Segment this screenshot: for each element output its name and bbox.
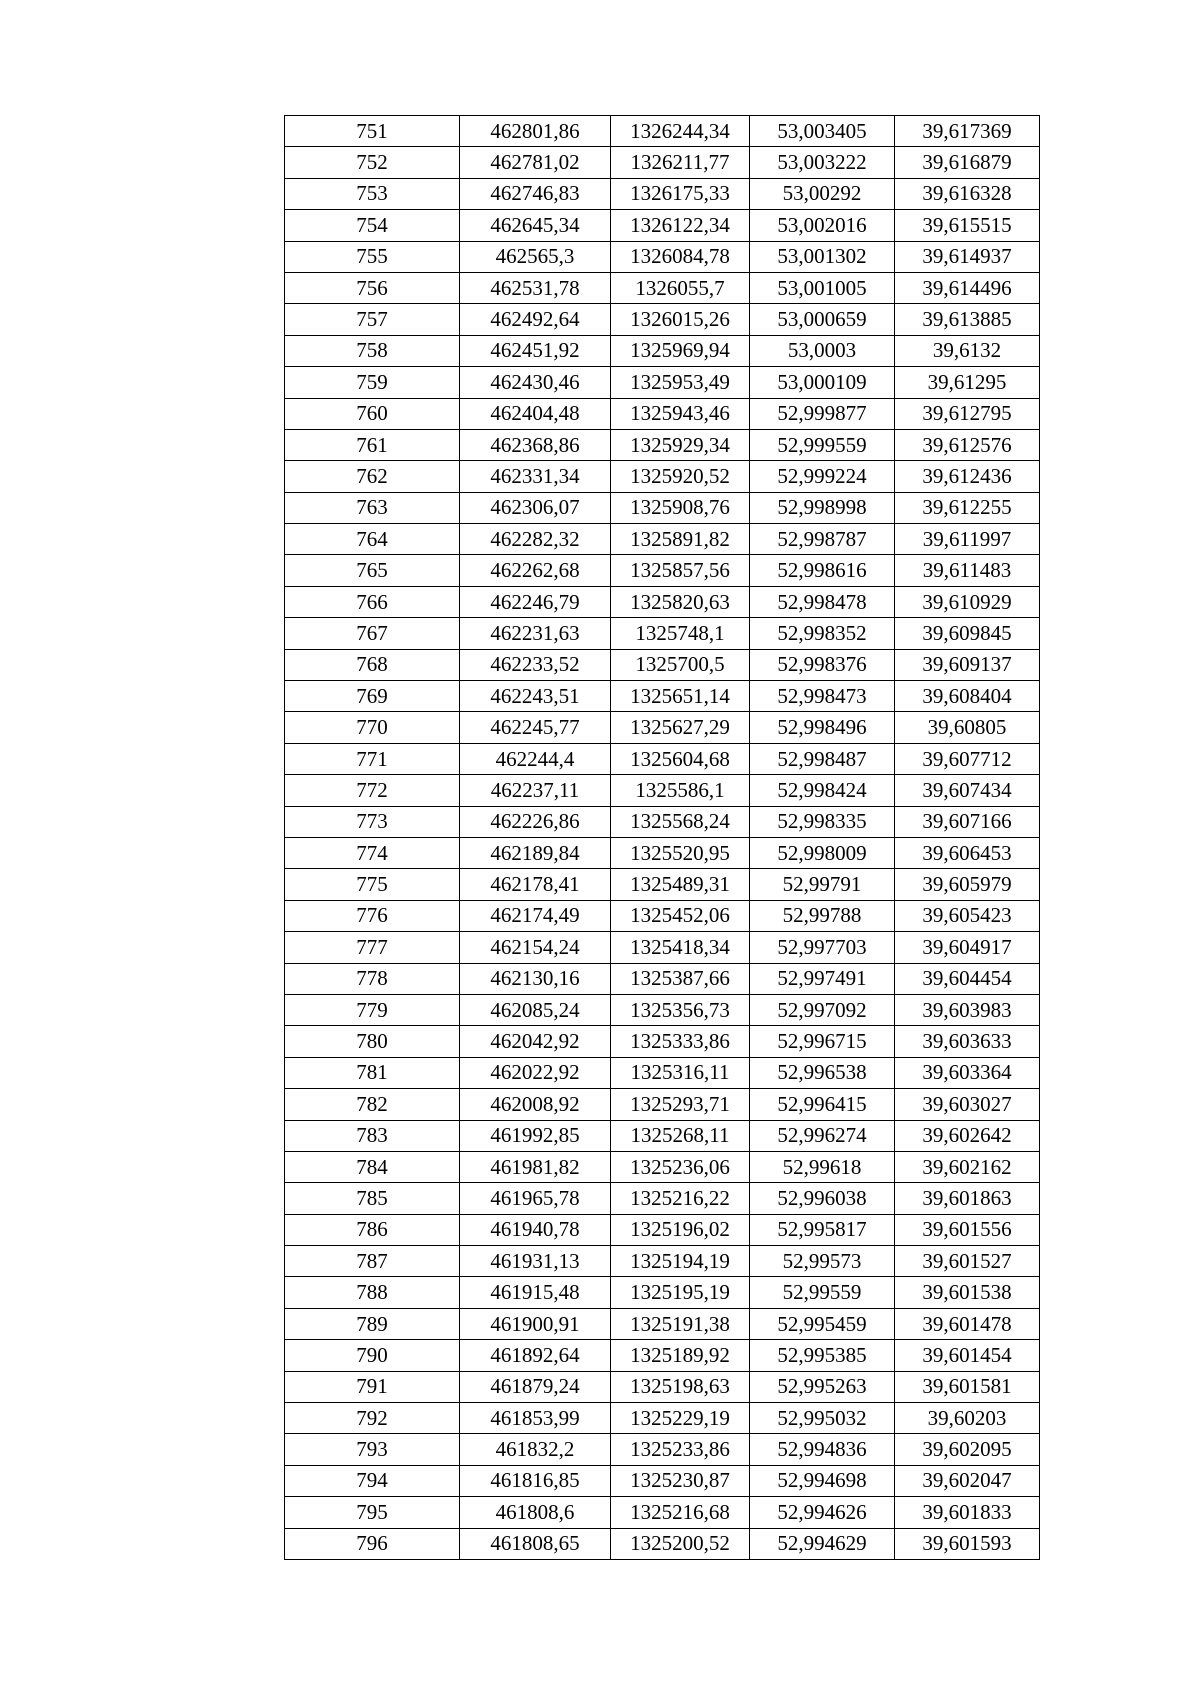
longitude-cell: 39,601581 [895, 1371, 1040, 1402]
table-row [285, 178, 1040, 209]
x-coordinate-cell: 462781,02 [460, 147, 611, 178]
latitude-cell: 53,002016 [750, 210, 895, 241]
table-row [285, 806, 1040, 837]
longitude-cell: 39,601454 [895, 1340, 1040, 1371]
table-row [285, 1057, 1040, 1088]
latitude-cell: 52,998478 [750, 586, 895, 617]
table-row [285, 492, 1040, 523]
table-row [285, 1371, 1040, 1402]
longitude-cell: 39,615515 [895, 210, 1040, 241]
y-coordinate-cell: 1325489,31 [611, 869, 750, 900]
y-coordinate-cell: 1325452,06 [611, 900, 750, 931]
table-row [285, 900, 1040, 931]
latitude-cell: 53,0003 [750, 335, 895, 366]
x-coordinate-cell: 462451,92 [460, 335, 611, 366]
longitude-cell: 39,611483 [895, 555, 1040, 586]
table-row [285, 1465, 1040, 1496]
table-row [285, 1277, 1040, 1308]
longitude-cell: 39,605979 [895, 869, 1040, 900]
y-coordinate-cell: 1325230,87 [611, 1465, 750, 1496]
latitude-cell: 52,998424 [750, 775, 895, 806]
y-coordinate-cell: 1325200,52 [611, 1528, 750, 1559]
y-coordinate-cell: 1325198,63 [611, 1371, 750, 1402]
point-number-cell: 792 [285, 1403, 460, 1434]
latitude-cell: 52,998473 [750, 681, 895, 712]
longitude-cell: 39,602095 [895, 1434, 1040, 1465]
y-coordinate-cell: 1325216,22 [611, 1183, 750, 1214]
latitude-cell: 52,999224 [750, 461, 895, 492]
point-number-cell: 793 [285, 1434, 460, 1465]
table-row [285, 1246, 1040, 1277]
longitude-cell: 39,601833 [895, 1497, 1040, 1528]
longitude-cell: 39,608404 [895, 681, 1040, 712]
longitude-cell: 39,613885 [895, 304, 1040, 335]
y-coordinate-cell: 1326211,77 [611, 147, 750, 178]
table-row [285, 367, 1040, 398]
y-coordinate-cell: 1325418,34 [611, 932, 750, 963]
y-coordinate-cell: 1325953,49 [611, 367, 750, 398]
table-row [285, 586, 1040, 617]
latitude-cell: 52,995385 [750, 1340, 895, 1371]
y-coordinate-cell: 1325857,56 [611, 555, 750, 586]
table-row [285, 681, 1040, 712]
table-row [285, 1089, 1040, 1120]
point-number-cell: 787 [285, 1246, 460, 1277]
x-coordinate-cell: 461940,78 [460, 1214, 611, 1245]
point-number-cell: 751 [285, 116, 460, 147]
coordinates-table-body [285, 116, 1040, 1560]
x-coordinate-cell: 462226,86 [460, 806, 611, 837]
longitude-cell: 39,605423 [895, 900, 1040, 931]
table-row [285, 649, 1040, 680]
x-coordinate-cell: 462282,32 [460, 524, 611, 555]
x-coordinate-cell: 462565,3 [460, 241, 611, 272]
point-number-cell: 768 [285, 649, 460, 680]
y-coordinate-cell: 1325189,92 [611, 1340, 750, 1371]
table-row [285, 524, 1040, 555]
longitude-cell: 39,612576 [895, 429, 1040, 460]
table-row [285, 241, 1040, 272]
longitude-cell: 39,616879 [895, 147, 1040, 178]
table-row [285, 712, 1040, 743]
y-coordinate-cell: 1325627,29 [611, 712, 750, 743]
longitude-cell: 39,610929 [895, 586, 1040, 617]
latitude-cell: 52,996038 [750, 1183, 895, 1214]
x-coordinate-cell: 462085,24 [460, 994, 611, 1025]
latitude-cell: 52,996274 [750, 1120, 895, 1151]
point-number-cell: 791 [285, 1371, 460, 1402]
point-number-cell: 767 [285, 618, 460, 649]
longitude-cell: 39,616328 [895, 178, 1040, 209]
table-row [285, 1403, 1040, 1434]
point-number-cell: 756 [285, 272, 460, 303]
point-number-cell: 780 [285, 1026, 460, 1057]
latitude-cell: 53,000109 [750, 367, 895, 398]
point-number-cell: 757 [285, 304, 460, 335]
table-row [285, 555, 1040, 586]
x-coordinate-cell: 461808,65 [460, 1528, 611, 1559]
y-coordinate-cell: 1325387,66 [611, 963, 750, 994]
longitude-cell: 39,602642 [895, 1120, 1040, 1151]
y-coordinate-cell: 1325194,19 [611, 1246, 750, 1277]
table-row [285, 1151, 1040, 1182]
latitude-cell: 52,999559 [750, 429, 895, 460]
y-coordinate-cell: 1325356,73 [611, 994, 750, 1025]
x-coordinate-cell: 462174,49 [460, 900, 611, 931]
y-coordinate-cell: 1325233,86 [611, 1434, 750, 1465]
point-number-cell: 771 [285, 743, 460, 774]
table-row [285, 1308, 1040, 1339]
longitude-cell: 39,60805 [895, 712, 1040, 743]
x-coordinate-cell: 461892,64 [460, 1340, 611, 1371]
longitude-cell: 39,603633 [895, 1026, 1040, 1057]
y-coordinate-cell: 1326244,34 [611, 116, 750, 147]
longitude-cell: 39,614496 [895, 272, 1040, 303]
x-coordinate-cell: 461900,91 [460, 1308, 611, 1339]
point-number-cell: 781 [285, 1057, 460, 1088]
point-number-cell: 769 [285, 681, 460, 712]
x-coordinate-cell: 461808,6 [460, 1497, 611, 1528]
longitude-cell: 39,607434 [895, 775, 1040, 806]
point-number-cell: 795 [285, 1497, 460, 1528]
y-coordinate-cell: 1325195,19 [611, 1277, 750, 1308]
latitude-cell: 52,995459 [750, 1308, 895, 1339]
y-coordinate-cell: 1325293,71 [611, 1089, 750, 1120]
latitude-cell: 52,998787 [750, 524, 895, 555]
y-coordinate-cell: 1325748,1 [611, 618, 750, 649]
latitude-cell: 52,99559 [750, 1277, 895, 1308]
longitude-cell: 39,603983 [895, 994, 1040, 1025]
x-coordinate-cell: 462130,16 [460, 963, 611, 994]
point-number-cell: 766 [285, 586, 460, 617]
latitude-cell: 52,999877 [750, 398, 895, 429]
point-number-cell: 773 [285, 806, 460, 837]
point-number-cell: 755 [285, 241, 460, 272]
longitude-cell: 39,603027 [895, 1089, 1040, 1120]
latitude-cell: 52,99788 [750, 900, 895, 931]
coordinates-table [284, 115, 1040, 1560]
latitude-cell: 52,996715 [750, 1026, 895, 1057]
longitude-cell: 39,601556 [895, 1214, 1040, 1245]
point-number-cell: 753 [285, 178, 460, 209]
x-coordinate-cell: 462746,83 [460, 178, 611, 209]
point-number-cell: 758 [285, 335, 460, 366]
x-coordinate-cell: 462243,51 [460, 681, 611, 712]
table-row [285, 994, 1040, 1025]
x-coordinate-cell: 462246,79 [460, 586, 611, 617]
x-coordinate-cell: 462306,07 [460, 492, 611, 523]
longitude-cell: 39,617369 [895, 116, 1040, 147]
x-coordinate-cell: 461879,24 [460, 1371, 611, 1402]
table-row [285, 1026, 1040, 1057]
x-coordinate-cell: 462492,64 [460, 304, 611, 335]
latitude-cell: 52,996415 [750, 1089, 895, 1120]
point-number-cell: 790 [285, 1340, 460, 1371]
point-number-cell: 764 [285, 524, 460, 555]
x-coordinate-cell: 462331,34 [460, 461, 611, 492]
table-row [285, 1183, 1040, 1214]
x-coordinate-cell: 462531,78 [460, 272, 611, 303]
point-number-cell: 779 [285, 994, 460, 1025]
y-coordinate-cell: 1325929,34 [611, 429, 750, 460]
longitude-cell: 39,601593 [895, 1528, 1040, 1559]
x-coordinate-cell: 462801,86 [460, 116, 611, 147]
x-coordinate-cell: 461832,2 [460, 1434, 611, 1465]
x-coordinate-cell: 462042,92 [460, 1026, 611, 1057]
table-row [285, 1214, 1040, 1245]
table-row [285, 210, 1040, 241]
point-number-cell: 796 [285, 1528, 460, 1559]
point-number-cell: 761 [285, 429, 460, 460]
y-coordinate-cell: 1325651,14 [611, 681, 750, 712]
y-coordinate-cell: 1326175,33 [611, 178, 750, 209]
x-coordinate-cell: 461931,13 [460, 1246, 611, 1277]
latitude-cell: 53,00292 [750, 178, 895, 209]
y-coordinate-cell: 1326055,7 [611, 272, 750, 303]
latitude-cell: 53,003222 [750, 147, 895, 178]
longitude-cell: 39,602162 [895, 1151, 1040, 1182]
x-coordinate-cell: 461981,82 [460, 1151, 611, 1182]
latitude-cell: 53,003405 [750, 116, 895, 147]
latitude-cell: 52,998009 [750, 837, 895, 868]
latitude-cell: 52,998998 [750, 492, 895, 523]
longitude-cell: 39,601538 [895, 1277, 1040, 1308]
y-coordinate-cell: 1326084,78 [611, 241, 750, 272]
table-row [285, 304, 1040, 335]
point-number-cell: 762 [285, 461, 460, 492]
x-coordinate-cell: 462008,92 [460, 1089, 611, 1120]
point-number-cell: 782 [285, 1089, 460, 1120]
longitude-cell: 39,601527 [895, 1246, 1040, 1277]
y-coordinate-cell: 1325969,94 [611, 335, 750, 366]
longitude-cell: 39,60203 [895, 1403, 1040, 1434]
table-row [285, 272, 1040, 303]
point-number-cell: 784 [285, 1151, 460, 1182]
table-row [285, 116, 1040, 147]
y-coordinate-cell: 1326122,34 [611, 210, 750, 241]
table-row [285, 461, 1040, 492]
latitude-cell: 52,998487 [750, 743, 895, 774]
x-coordinate-cell: 462233,52 [460, 649, 611, 680]
y-coordinate-cell: 1326015,26 [611, 304, 750, 335]
table-row [285, 932, 1040, 963]
table-row [285, 429, 1040, 460]
latitude-cell: 52,995263 [750, 1371, 895, 1402]
longitude-cell: 39,604917 [895, 932, 1040, 963]
table-row [285, 1120, 1040, 1151]
point-number-cell: 754 [285, 210, 460, 241]
x-coordinate-cell: 461816,85 [460, 1465, 611, 1496]
latitude-cell: 52,998616 [750, 555, 895, 586]
longitude-cell: 39,602047 [895, 1465, 1040, 1496]
point-number-cell: 765 [285, 555, 460, 586]
y-coordinate-cell: 1325268,11 [611, 1120, 750, 1151]
longitude-cell: 39,612436 [895, 461, 1040, 492]
point-number-cell: 789 [285, 1308, 460, 1339]
x-coordinate-cell: 462178,41 [460, 869, 611, 900]
x-coordinate-cell: 462231,63 [460, 618, 611, 649]
y-coordinate-cell: 1325908,76 [611, 492, 750, 523]
x-coordinate-cell: 462245,77 [460, 712, 611, 743]
y-coordinate-cell: 1325191,38 [611, 1308, 750, 1339]
table-row [285, 837, 1040, 868]
table-row [285, 1340, 1040, 1371]
longitude-cell: 39,601863 [895, 1183, 1040, 1214]
latitude-cell: 52,99791 [750, 869, 895, 900]
x-coordinate-cell: 462244,4 [460, 743, 611, 774]
latitude-cell: 52,996538 [750, 1057, 895, 1088]
x-coordinate-cell: 462237,11 [460, 775, 611, 806]
latitude-cell: 52,99618 [750, 1151, 895, 1182]
latitude-cell: 52,994626 [750, 1497, 895, 1528]
x-coordinate-cell: 461915,48 [460, 1277, 611, 1308]
y-coordinate-cell: 1325568,24 [611, 806, 750, 837]
y-coordinate-cell: 1325236,06 [611, 1151, 750, 1182]
latitude-cell: 52,997092 [750, 994, 895, 1025]
x-coordinate-cell: 461965,78 [460, 1183, 611, 1214]
table-row [285, 743, 1040, 774]
table-row [285, 1528, 1040, 1559]
latitude-cell: 52,998376 [750, 649, 895, 680]
x-coordinate-cell: 462645,34 [460, 210, 611, 241]
longitude-cell: 39,603364 [895, 1057, 1040, 1088]
y-coordinate-cell: 1325229,19 [611, 1403, 750, 1434]
latitude-cell: 52,998335 [750, 806, 895, 837]
table-row [285, 1497, 1040, 1528]
table-row [285, 775, 1040, 806]
x-coordinate-cell: 462368,86 [460, 429, 611, 460]
x-coordinate-cell: 462154,24 [460, 932, 611, 963]
table-row [285, 398, 1040, 429]
y-coordinate-cell: 1325520,95 [611, 837, 750, 868]
point-number-cell: 794 [285, 1465, 460, 1496]
point-number-cell: 778 [285, 963, 460, 994]
longitude-cell: 39,612255 [895, 492, 1040, 523]
latitude-cell: 52,994836 [750, 1434, 895, 1465]
longitude-cell: 39,612795 [895, 398, 1040, 429]
x-coordinate-cell: 462404,48 [460, 398, 611, 429]
latitude-cell: 52,99573 [750, 1246, 895, 1277]
point-number-cell: 775 [285, 869, 460, 900]
longitude-cell: 39,61295 [895, 367, 1040, 398]
point-number-cell: 777 [285, 932, 460, 963]
longitude-cell: 39,614937 [895, 241, 1040, 272]
x-coordinate-cell: 462022,92 [460, 1057, 611, 1088]
table-row [285, 963, 1040, 994]
longitude-cell: 39,611997 [895, 524, 1040, 555]
longitude-cell: 39,601478 [895, 1308, 1040, 1339]
y-coordinate-cell: 1325216,68 [611, 1497, 750, 1528]
point-number-cell: 783 [285, 1120, 460, 1151]
table-row [285, 147, 1040, 178]
table-row [285, 335, 1040, 366]
point-number-cell: 772 [285, 775, 460, 806]
latitude-cell: 52,998496 [750, 712, 895, 743]
latitude-cell: 52,995817 [750, 1214, 895, 1245]
longitude-cell: 39,609845 [895, 618, 1040, 649]
longitude-cell: 39,604454 [895, 963, 1040, 994]
x-coordinate-cell: 462430,46 [460, 367, 611, 398]
point-number-cell: 776 [285, 900, 460, 931]
table-row [285, 869, 1040, 900]
latitude-cell: 53,000659 [750, 304, 895, 335]
y-coordinate-cell: 1325891,82 [611, 524, 750, 555]
latitude-cell: 52,998352 [750, 618, 895, 649]
y-coordinate-cell: 1325604,68 [611, 743, 750, 774]
y-coordinate-cell: 1325586,1 [611, 775, 750, 806]
longitude-cell: 39,6132 [895, 335, 1040, 366]
y-coordinate-cell: 1325333,86 [611, 1026, 750, 1057]
y-coordinate-cell: 1325820,63 [611, 586, 750, 617]
latitude-cell: 52,997491 [750, 963, 895, 994]
latitude-cell: 52,995032 [750, 1403, 895, 1434]
latitude-cell: 52,997703 [750, 932, 895, 963]
point-number-cell: 788 [285, 1277, 460, 1308]
y-coordinate-cell: 1325920,52 [611, 461, 750, 492]
latitude-cell: 53,001302 [750, 241, 895, 272]
longitude-cell: 39,606453 [895, 837, 1040, 868]
x-coordinate-cell: 462189,84 [460, 837, 611, 868]
point-number-cell: 786 [285, 1214, 460, 1245]
point-number-cell: 763 [285, 492, 460, 523]
point-number-cell: 785 [285, 1183, 460, 1214]
y-coordinate-cell: 1325316,11 [611, 1057, 750, 1088]
point-number-cell: 774 [285, 837, 460, 868]
longitude-cell: 39,609137 [895, 649, 1040, 680]
y-coordinate-cell: 1325196,02 [611, 1214, 750, 1245]
latitude-cell: 52,994698 [750, 1465, 895, 1496]
point-number-cell: 752 [285, 147, 460, 178]
x-coordinate-cell: 462262,68 [460, 555, 611, 586]
longitude-cell: 39,607166 [895, 806, 1040, 837]
point-number-cell: 770 [285, 712, 460, 743]
x-coordinate-cell: 461853,99 [460, 1403, 611, 1434]
table-row [285, 1434, 1040, 1465]
longitude-cell: 39,607712 [895, 743, 1040, 774]
y-coordinate-cell: 1325943,46 [611, 398, 750, 429]
latitude-cell: 52,994629 [750, 1528, 895, 1559]
point-number-cell: 760 [285, 398, 460, 429]
latitude-cell: 53,001005 [750, 272, 895, 303]
y-coordinate-cell: 1325700,5 [611, 649, 750, 680]
x-coordinate-cell: 461992,85 [460, 1120, 611, 1151]
table-row [285, 618, 1040, 649]
point-number-cell: 759 [285, 367, 460, 398]
